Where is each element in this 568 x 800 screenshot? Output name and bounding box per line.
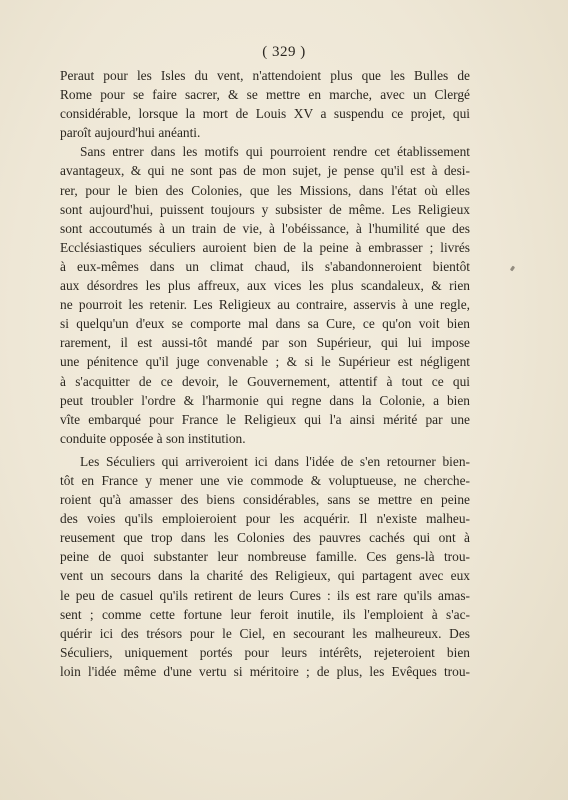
text-line: sont accoutumés à un train de vie, à l'obéissance, à l'humilité que des bbox=[60, 220, 470, 236]
text-line: vent un secours dans la charité des Religieux, qui partagent avec eux bbox=[60, 568, 470, 584]
text-line: le peu de casuel qu'ils retirent de leurs Cures : ils est rare qu'ils amas- bbox=[60, 587, 470, 603]
ink-speck bbox=[510, 266, 515, 272]
text-line: reusement que trop dans les Colonies des pauvres cachés qui ont à bbox=[60, 530, 470, 546]
text-line: Rome pour se faire sacrer, & se mettre en marche, avec un Clergé bbox=[60, 87, 470, 103]
text-line: Sans entrer dans les motifs qui pourroient rendre cet établissement bbox=[80, 144, 470, 160]
text-line: avantageux, & qui ne sont pas de mon sujet, je pense qu'il est à desi- bbox=[60, 163, 470, 179]
body-text bbox=[60, 66, 470, 681]
text-line: ne pourroit les retenir. Les Religieux au contraire, asservis à une regle, bbox=[60, 297, 470, 313]
text-line: paroît aujourd'hui anéanti. bbox=[60, 125, 201, 141]
text-line: des voies qu'ils emploieroient pour les acquérir. Il n'existe malheu- bbox=[60, 511, 470, 527]
text-line: peine de quoi substanter leur nombreuse famille. Ces gens-là trou- bbox=[60, 549, 470, 565]
text-line: conduite opposée à son institution. bbox=[60, 430, 246, 446]
text-line: considérable, lorsque la mort de Louis XV a suspendu ce projet, qui bbox=[60, 106, 470, 122]
text-line: quérir ici des trésors pour le Ciel, en secourant les malheureux. Des bbox=[60, 625, 470, 641]
text-line: Les Séculiers qui arriveroient ici dans l'idée de s'en retourner bien- bbox=[80, 453, 470, 469]
text-line: à eux-mêmes dans un climat chaud, ils s'abandonneroient bientôt bbox=[60, 258, 470, 274]
text-line: peut troubler l'ordre & l'harmonie qui regne dans la Colonie, a bien bbox=[60, 392, 470, 408]
page-number: ( 329 ) bbox=[262, 44, 306, 60]
text-line: Peraut pour les Isles du vent, n'attendoient plus que les Bulles de bbox=[60, 68, 470, 83]
text-line: une pénitence qu'il juge convenable ; & si le Supérieur est négligent bbox=[60, 354, 470, 370]
text-line: loin l'idée même d'une vertu si méritoire ; de plus, les Evêques trou- bbox=[60, 663, 470, 679]
text-line: vîte embarqué pour France le Religieux qui l'a ainsi mérité par une bbox=[60, 411, 470, 427]
text-line: sont aujourd'hui, puissent toujours y subsister de même. Les Religieux bbox=[60, 201, 470, 217]
text-line: rer, pour le bien des Colonies, que les Missions, dans l'état où elles bbox=[60, 182, 470, 198]
text-line: roient qu'à amasser des biens considérables, sans se mettre en peine bbox=[60, 492, 470, 508]
text-line: si quelqu'un d'eux se comporte mal dans sa Cure, ce qu'on voit bien bbox=[60, 316, 470, 332]
text-line: Séculiers, uniquement portés pour leurs intérêts, rejeteroient bien bbox=[60, 644, 470, 660]
text-line: à s'acquitter de ce devoir, le Gouvernement, attentif à tout ce qui bbox=[60, 373, 470, 389]
text-line: sent ; comme cette fortune leur feroit inutile, ils l'emploient à s'ac- bbox=[60, 606, 470, 622]
text-line: aux désordres les plus affreux, aux vices les plus scandaleux, & rien bbox=[60, 278, 470, 294]
text-line: tôt en France y mener une vie commode & voluptueuse, ne cherche- bbox=[60, 472, 470, 488]
text-line: Ecclésiastiques séculiers auroient bien de la peine à embrasser ; livrés bbox=[60, 239, 470, 255]
text-line: rarement, il est aussi-tôt mandé par son Supérieur, qui lui impose bbox=[60, 335, 470, 351]
